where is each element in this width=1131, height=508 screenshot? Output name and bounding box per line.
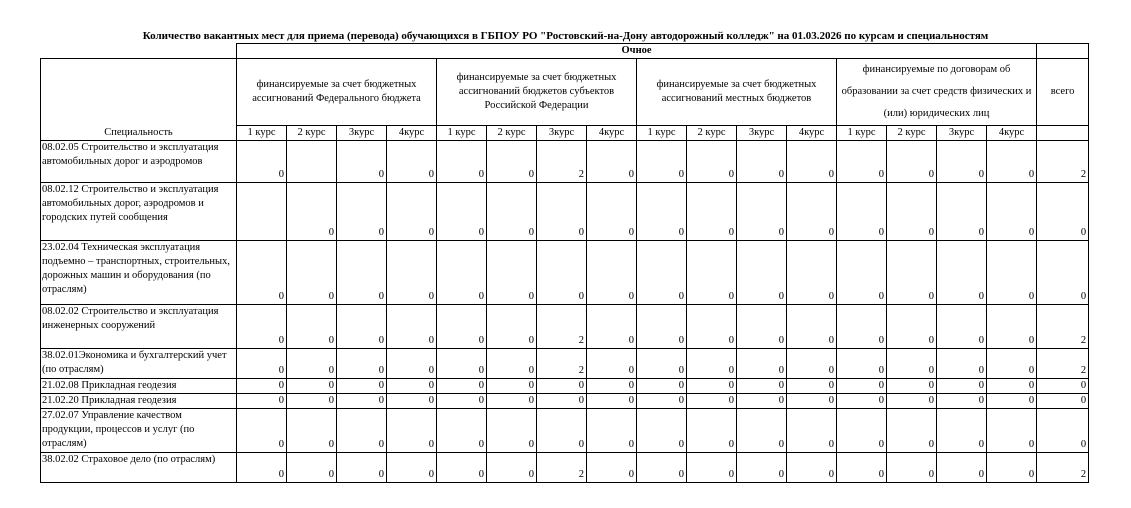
value-cell: 0 <box>337 305 387 349</box>
specialty-name: 08.02.12 Строительство и эксплуатация автомобильных дорог, аэродромов и городских путей сообщения <box>41 183 237 241</box>
value-cell: 0 <box>587 305 637 349</box>
value-cell: 0 <box>937 241 987 305</box>
total-header: всего <box>1037 59 1089 126</box>
value-cell: 0 <box>437 305 487 349</box>
table-row <box>41 394 1089 409</box>
value-cell: 0 <box>937 379 987 394</box>
value-cell: 0 <box>487 349 537 379</box>
course-header: 1 курс <box>637 126 687 141</box>
value-cell: 0 <box>787 453 837 483</box>
value-cell: 0 <box>387 241 437 305</box>
value-cell: 2 <box>537 305 587 349</box>
value-cell: 0 <box>987 183 1037 241</box>
value-cell: 0 <box>437 241 487 305</box>
value-cell: 0 <box>737 379 787 394</box>
value-cell: 0 <box>387 349 437 379</box>
value-cell: 0 <box>837 349 887 379</box>
value-cell: 0 <box>587 409 637 453</box>
value-cell: 0 <box>487 453 537 483</box>
value-cell: 0 <box>637 409 687 453</box>
table-row <box>41 409 1089 453</box>
value-cell: 0 <box>737 241 787 305</box>
value-cell: 0 <box>487 241 537 305</box>
course-header: 1 курс <box>837 126 887 141</box>
value-cell: 0 <box>387 183 437 241</box>
value-cell: 0 <box>587 394 637 409</box>
value-cell: 0 <box>937 141 987 183</box>
value-cell: 2 <box>537 349 587 379</box>
value-cell: 0 <box>437 141 487 183</box>
value-cell: 0 <box>737 183 787 241</box>
total-cell: 2 <box>1037 141 1089 183</box>
group-header-regional: финансируемые за счет бюджетных ассигнований бюджетов субъектов Российской Федерации <box>437 59 637 126</box>
value-cell: 0 <box>237 409 287 453</box>
value-cell: 0 <box>287 453 337 483</box>
value-cell: 0 <box>637 183 687 241</box>
value-cell: 0 <box>287 379 337 394</box>
total-cell: 0 <box>1037 241 1089 305</box>
value-cell: 0 <box>387 394 437 409</box>
value-cell: 0 <box>887 183 937 241</box>
value-cell: 0 <box>587 349 637 379</box>
value-cell: 0 <box>637 453 687 483</box>
value-cell: 0 <box>487 305 537 349</box>
value-cell: 0 <box>437 183 487 241</box>
value-cell: 0 <box>337 241 387 305</box>
value-cell: 0 <box>837 409 887 453</box>
specialty-name: 38.02.02 Страховое дело (по отраслям) <box>41 453 237 483</box>
value-cell: 0 <box>987 141 1037 183</box>
table-row <box>41 349 1089 379</box>
total-cell: 2 <box>1037 349 1089 379</box>
course-header: 4курс <box>987 126 1037 141</box>
value-cell: 0 <box>687 349 737 379</box>
value-cell: 0 <box>837 241 887 305</box>
value-cell: 0 <box>437 379 487 394</box>
value-cell: 0 <box>337 141 387 183</box>
value-cell: 0 <box>587 183 637 241</box>
table-row <box>41 141 1089 183</box>
value-cell: 0 <box>937 183 987 241</box>
total-cell: 0 <box>1037 183 1089 241</box>
value-cell: 0 <box>937 349 987 379</box>
value-cell: 0 <box>837 394 887 409</box>
value-cell: 0 <box>987 305 1037 349</box>
value-cell: 0 <box>787 183 837 241</box>
specialty-name: 38.02.01Экономика и бухгалтерский учет (по отраслям) <box>41 349 237 379</box>
value-cell: 0 <box>237 379 287 394</box>
group-header-federal: финансируемые за счет бюджетных ассигнований Федерального бюджета <box>237 59 437 126</box>
course-header: 3курс <box>537 126 587 141</box>
value-cell: 0 <box>887 453 937 483</box>
value-cell: 0 <box>487 183 537 241</box>
value-cell: 0 <box>787 305 837 349</box>
value-cell: 0 <box>387 305 437 349</box>
specialty-name: 21.02.08 Прикладная геодезия <box>41 379 237 394</box>
table-row <box>41 379 1089 394</box>
value-cell: 0 <box>987 409 1037 453</box>
value-cell: 0 <box>287 394 337 409</box>
value-cell: 0 <box>687 453 737 483</box>
value-cell: 0 <box>287 183 337 241</box>
value-cell: 0 <box>337 349 387 379</box>
value-cell: 0 <box>737 453 787 483</box>
value-cell: 0 <box>687 394 737 409</box>
value-cell: 0 <box>437 453 487 483</box>
value-cell: 0 <box>387 379 437 394</box>
course-header: 1 курс <box>237 126 287 141</box>
value-cell: 0 <box>587 141 637 183</box>
course-header: 4курс <box>587 126 637 141</box>
value-cell: 0 <box>737 409 787 453</box>
specialty-name: 23.02.04 Техническая эксплуатация подъемно – транспортных, строительных, дорожных машин и оборудования (по отраслям) <box>41 241 237 305</box>
value-cell: 0 <box>537 394 587 409</box>
course-header: 4курс <box>387 126 437 141</box>
form-label: Очное <box>237 44 1037 59</box>
value-cell: 0 <box>537 379 587 394</box>
value-cell: 0 <box>337 409 387 453</box>
value-cell: 0 <box>637 241 687 305</box>
value-cell: 0 <box>937 394 987 409</box>
value-cell: 0 <box>987 394 1037 409</box>
value-cell: 0 <box>237 305 287 349</box>
value-cell: 0 <box>687 379 737 394</box>
value-cell: 0 <box>837 379 887 394</box>
table-row <box>41 453 1089 483</box>
value-cell: 0 <box>987 453 1037 483</box>
value-cell: 0 <box>287 241 337 305</box>
value-cell: 0 <box>387 409 437 453</box>
value-cell: 0 <box>237 141 287 183</box>
value-cell: 0 <box>287 349 337 379</box>
course-header: 2 курс <box>287 126 337 141</box>
table-row <box>41 241 1089 305</box>
value-cell: 0 <box>387 453 437 483</box>
course-header: 3курс <box>937 126 987 141</box>
value-cell: 2 <box>537 141 587 183</box>
value-cell: 0 <box>837 453 887 483</box>
course-header: 4курс <box>787 126 837 141</box>
value-cell: 0 <box>787 409 837 453</box>
value-cell: 0 <box>887 409 937 453</box>
value-cell: 0 <box>687 241 737 305</box>
total-header-blank <box>1037 126 1089 141</box>
value-cell: 0 <box>237 349 287 379</box>
value-cell: 0 <box>437 349 487 379</box>
value-cell: 0 <box>687 141 737 183</box>
value-cell: 0 <box>487 394 537 409</box>
course-header: 3курс <box>337 126 387 141</box>
specialty-header: Специальность <box>41 59 237 141</box>
value-cell: 0 <box>937 305 987 349</box>
course-header: 1 курс <box>437 126 487 141</box>
value-cell: 0 <box>487 379 537 394</box>
value-cell: 0 <box>887 349 937 379</box>
value-cell: 0 <box>287 409 337 453</box>
value-cell: 0 <box>637 394 687 409</box>
group-header-local: финансируемые за счет бюджетных ассигнований местных бюджетов <box>637 59 837 126</box>
total-cell: 2 <box>1037 453 1089 483</box>
course-header: 2 курс <box>887 126 937 141</box>
value-cell: 0 <box>237 453 287 483</box>
value-cell: 0 <box>537 183 587 241</box>
specialty-name: 21.02.20 Прикладная геодезия <box>41 394 237 409</box>
value-cell: 0 <box>737 305 787 349</box>
page-title: Количество вакантных мест для приема (перевода) обучающихся в ГБПОУ РО "Ростовский-на-Дону автодорожный колледж" на 01.03.2026 по курсам и специальностям <box>142 30 989 42</box>
value-cell: 0 <box>387 141 437 183</box>
vacancy-table <box>40 43 1089 483</box>
value-cell: 0 <box>787 141 837 183</box>
value-cell: 0 <box>437 394 487 409</box>
total-cell: 2 <box>1037 305 1089 349</box>
value-cell: 0 <box>937 453 987 483</box>
value-cell: 0 <box>787 394 837 409</box>
value-cell: 0 <box>487 141 537 183</box>
course-header: 2 курс <box>487 126 537 141</box>
value-cell: 0 <box>737 394 787 409</box>
value-cell: 0 <box>987 241 1037 305</box>
course-header: 3курс <box>737 126 787 141</box>
value-cell <box>287 141 337 183</box>
value-cell: 0 <box>537 241 587 305</box>
value-cell: 0 <box>837 183 887 241</box>
value-cell: 0 <box>637 379 687 394</box>
value-cell <box>237 183 287 241</box>
value-cell: 0 <box>237 241 287 305</box>
value-cell: 0 <box>837 141 887 183</box>
value-cell: 0 <box>887 394 937 409</box>
value-cell: 0 <box>687 183 737 241</box>
value-cell: 0 <box>787 241 837 305</box>
value-cell: 0 <box>937 409 987 453</box>
value-cell: 0 <box>337 453 387 483</box>
value-cell: 0 <box>987 379 1037 394</box>
value-cell: 0 <box>687 409 737 453</box>
value-cell: 0 <box>487 409 537 453</box>
specialty-name: 08.02.02 Строительство и эксплуатация инженерных сооружений <box>41 305 237 349</box>
total-cell: 0 <box>1037 394 1089 409</box>
value-cell: 2 <box>537 453 587 483</box>
value-cell: 0 <box>887 241 937 305</box>
value-cell: 0 <box>887 141 937 183</box>
value-cell: 0 <box>987 349 1037 379</box>
total-cell: 0 <box>1037 379 1089 394</box>
specialty-name: 27.02.07 Управление качеством продукции, процессов и услуг (по отраслям) <box>41 409 237 453</box>
value-cell: 0 <box>637 305 687 349</box>
value-cell: 0 <box>587 241 637 305</box>
value-cell: 0 <box>337 394 387 409</box>
value-cell: 0 <box>787 349 837 379</box>
table-row <box>41 305 1089 349</box>
value-cell: 0 <box>737 349 787 379</box>
group-header-contract: финансируемые по договорам об образовании за счет средств физических и (или) юридических лиц <box>837 59 1037 126</box>
value-cell: 0 <box>587 379 637 394</box>
table-row <box>41 183 1089 241</box>
value-cell: 0 <box>437 409 487 453</box>
value-cell: 0 <box>587 453 637 483</box>
value-cell: 0 <box>237 394 287 409</box>
specialty-name: 08.02.05 Строительство и эксплуатация автомобильных дорог и аэродромов <box>41 141 237 183</box>
total-cell: 0 <box>1037 409 1089 453</box>
value-cell: 0 <box>337 183 387 241</box>
value-cell: 0 <box>537 409 587 453</box>
value-cell: 0 <box>337 379 387 394</box>
value-cell: 0 <box>287 305 337 349</box>
value-cell: 0 <box>787 379 837 394</box>
value-cell: 0 <box>887 379 937 394</box>
value-cell: 0 <box>837 305 887 349</box>
value-cell: 0 <box>737 141 787 183</box>
value-cell: 0 <box>687 305 737 349</box>
value-cell: 0 <box>887 305 937 349</box>
value-cell: 0 <box>637 141 687 183</box>
value-cell: 0 <box>637 349 687 379</box>
course-header: 2 курс <box>687 126 737 141</box>
